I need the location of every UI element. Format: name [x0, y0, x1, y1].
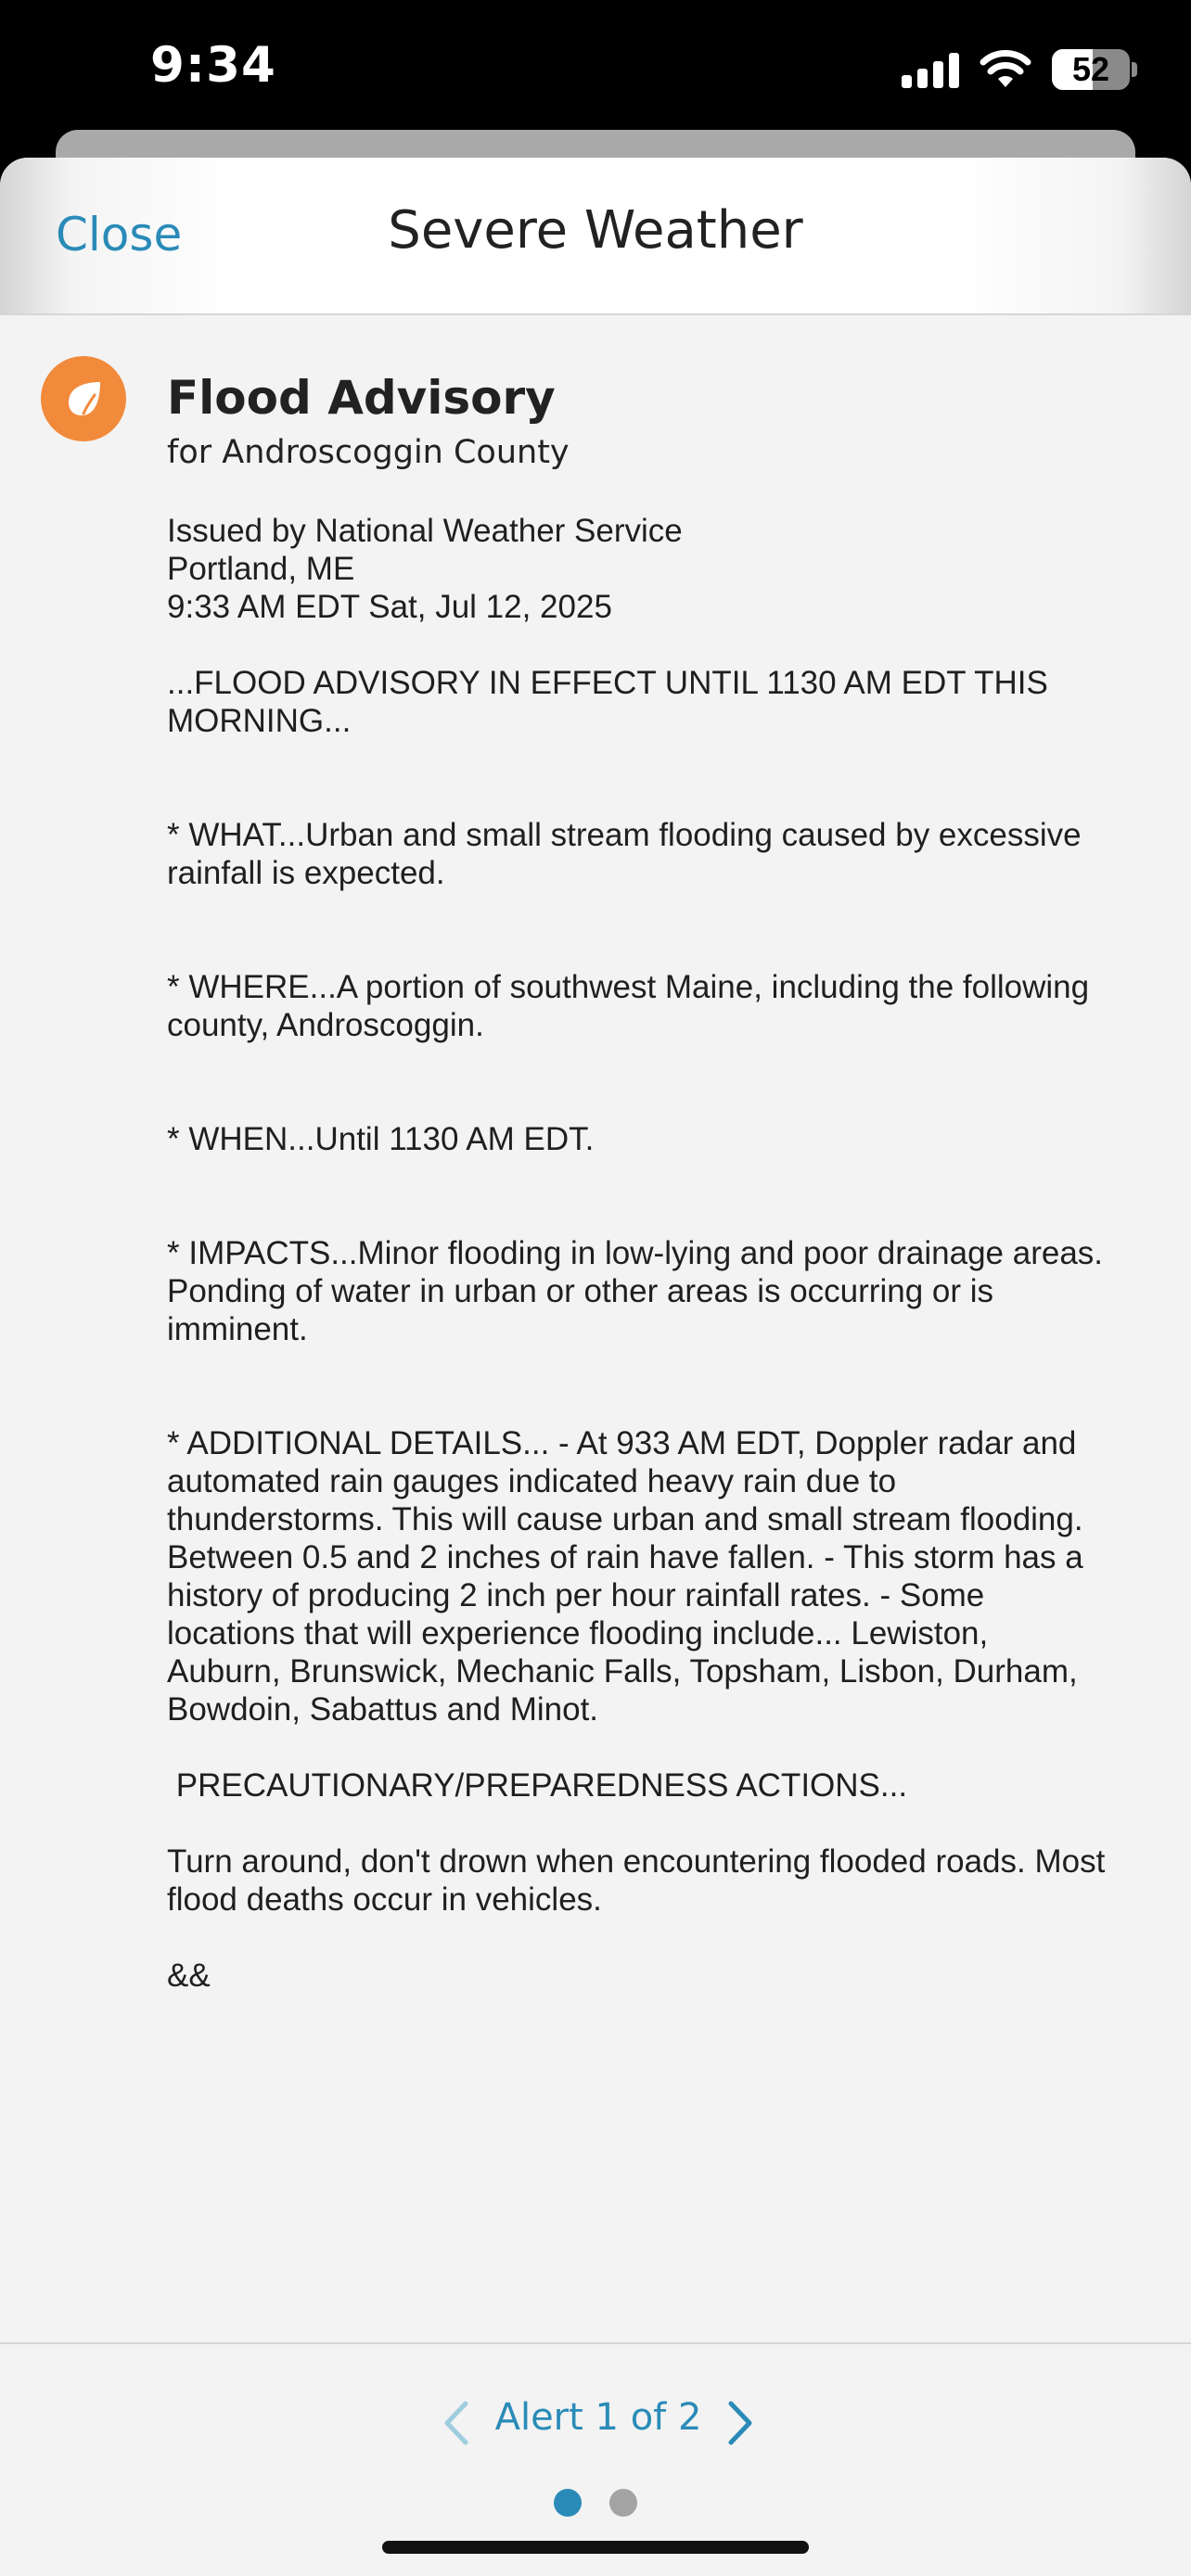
- alert-paragraph: ...FLOOD ADVISORY IN EFFECT UNTIL 1130 AM EDT THIS MORNING...: [167, 665, 1048, 739]
- alert-pager: [0, 2391, 1191, 2455]
- next-alert-button[interactable]: [714, 2391, 770, 2455]
- alert-paragraph: * WHEN...Until 1130 AM EDT.: [167, 1121, 595, 1157]
- page-dot-active[interactable]: [554, 2489, 582, 2517]
- alert-content[interactable]: [0, 315, 1191, 2346]
- chevron-left-icon: [427, 2391, 482, 2455]
- alert-paragraph: &&: [167, 1958, 211, 1994]
- alert-paragraph: PRECAUTIONARY/PREPAREDNESS ACTIONS...: [167, 1767, 908, 1804]
- battery-icon: [1052, 49, 1137, 90]
- home-indicator[interactable]: [382, 2541, 809, 2554]
- wifi-icon: [980, 50, 1031, 89]
- severe-weather-sheet: [0, 158, 1191, 2576]
- status-icons: [902, 48, 1137, 91]
- alert-paragraph: * WHERE...A portion of southwest Maine, including the following county, Androscoggin.: [167, 969, 1090, 1043]
- sheet-header: [0, 158, 1191, 315]
- alert-title: Flood Advisory: [167, 371, 556, 425]
- alert-subtitle: for Androscoggin County: [167, 434, 570, 471]
- alert-paragraph: Turn around, don't drown when encountering flooded roads. Most flood deaths occur in vehicles.: [167, 1843, 1106, 1918]
- battery-level: 52: [1071, 50, 1110, 88]
- page-title: Severe Weather: [388, 200, 803, 261]
- status-bar: [0, 0, 1191, 139]
- cellular-signal-icon: [902, 51, 959, 88]
- status-time: 9:34: [150, 37, 276, 94]
- alert-paragraph: * ADDITIONAL DETAILS... - At 933 AM EDT, Doppler radar and automated rain gauges indicated heavy rain due to thunderstorms. This will cause urban and small stream flooding. Between 0.5 and 2 inches of rain have fallen. - This storm has a history of producing 2 inch per hour rainfall rates. - Some locations that will experience flooding include... Lewiston, Auburn, Brunswick, Mechanic Falls, Topsham, Lisbon, Durham, Bowdoin, Sabattus and Minot.: [167, 1425, 1083, 1728]
- alert-counter: Alert 1 of 2: [494, 2396, 702, 2439]
- alert-paragraph: Issued by National Weather Service Portland, ME 9:33 AM EDT Sat, Jul 12, 2025: [167, 513, 683, 625]
- alert-body: [167, 512, 1150, 2033]
- close-button[interactable]: Close: [56, 208, 183, 261]
- alert-paragraph: * WHAT...Urban and small stream flooding caused by excessive rainfall is expected.: [167, 817, 1082, 891]
- alert-paragraph: * IMPACTS...Minor flooding in low-lying and poor drainage areas. Ponding of water in urban or other areas is occurring or is imminent.: [167, 1235, 1104, 1347]
- previous-alert-button[interactable]: [427, 2391, 482, 2455]
- page-dot-inactive[interactable]: [609, 2489, 637, 2517]
- chevron-right-icon: [714, 2391, 770, 2455]
- flood-drop-icon: [41, 356, 126, 441]
- page-indicator: [0, 2489, 1191, 2517]
